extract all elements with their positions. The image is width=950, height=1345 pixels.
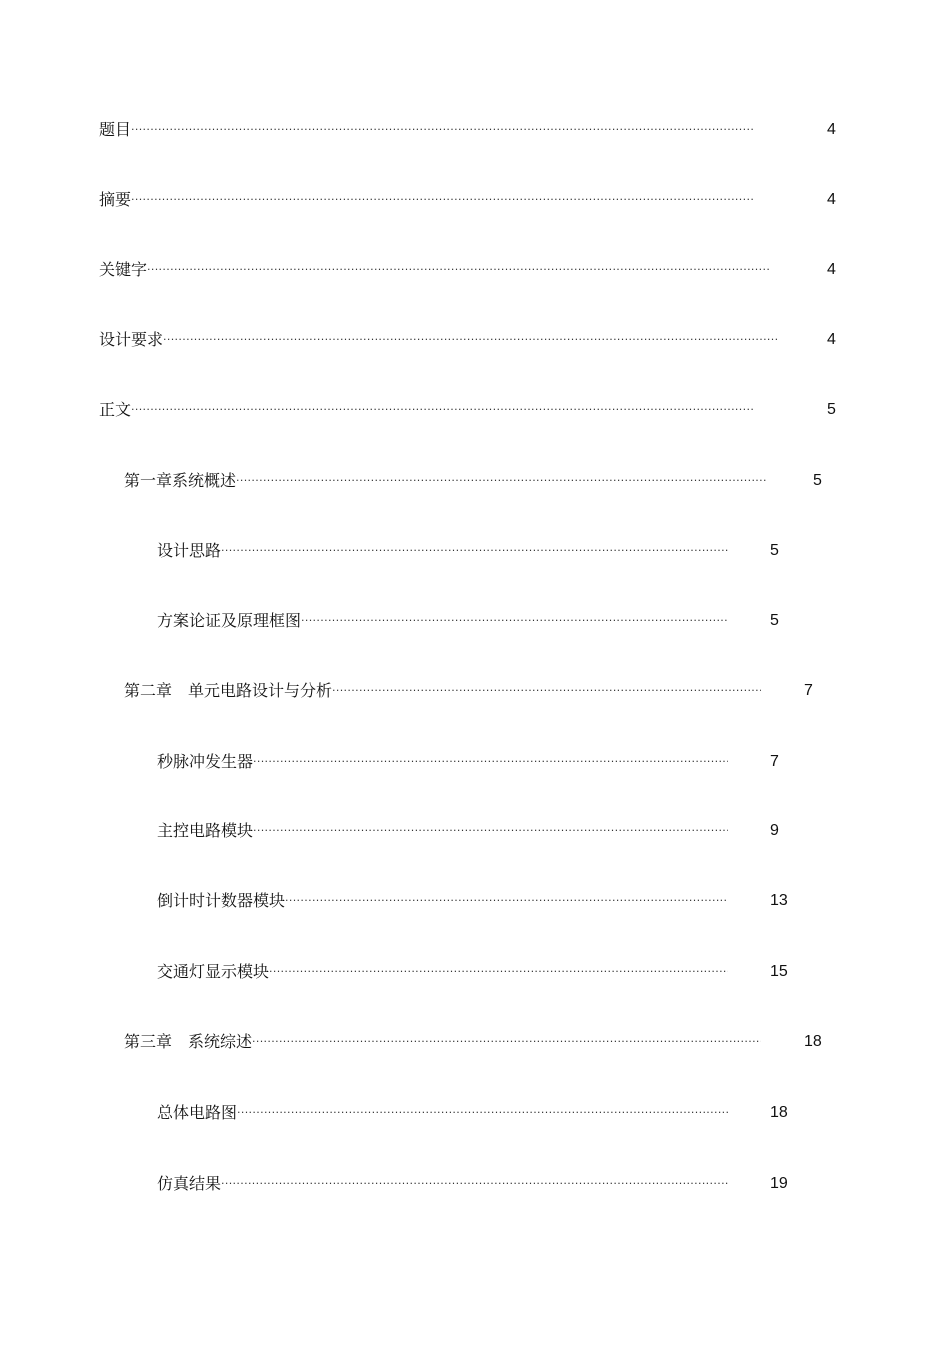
toc-page-number: 4 xyxy=(827,331,836,348)
toc-entry-requirements[interactable] xyxy=(99,328,778,352)
toc-entry-label: 仿真结果 xyxy=(157,1174,222,1193)
toc-page-number: 4 xyxy=(827,191,836,208)
toc-entry-chapter-2[interactable] xyxy=(124,679,761,703)
toc-page-number: 5 xyxy=(813,472,822,489)
toc-entry-chapter-3[interactable] xyxy=(124,1030,761,1054)
toc-entry-label: 方案论证及原理框图 xyxy=(157,611,302,630)
toc-page-number: 15 xyxy=(770,963,788,980)
toc-page-number: 19 xyxy=(770,1175,788,1192)
toc-entry-main-control[interactable] xyxy=(157,819,728,843)
toc-entry-label: 摘要 xyxy=(99,190,132,209)
toc-page-number: 13 xyxy=(770,892,788,909)
dot-leader xyxy=(221,1172,728,1196)
toc-page-number: 18 xyxy=(804,1033,822,1050)
toc-page-number: 5 xyxy=(827,401,836,418)
toc-page-number: 4 xyxy=(827,261,836,278)
dot-leader xyxy=(131,398,778,422)
toc-page-number: 18 xyxy=(770,1104,788,1121)
dot-leader xyxy=(236,469,767,493)
toc-entry-label: 主控电路模块 xyxy=(157,821,254,840)
dot-leader xyxy=(253,819,728,843)
toc-entry-traffic-light[interactable] xyxy=(157,960,728,984)
dot-leader xyxy=(163,328,778,352)
toc-entry-label: 设计要求 xyxy=(99,330,164,349)
dot-leader xyxy=(131,188,778,212)
toc-entry-label: 题目 xyxy=(99,120,132,139)
toc-entry-overall-circuit[interactable] xyxy=(157,1101,728,1125)
toc-page-number: 5 xyxy=(770,612,779,629)
toc-entry-label: 秒脉冲发生器 xyxy=(157,752,254,771)
toc-entry-abstract[interactable] xyxy=(99,188,778,212)
toc-entry-simulation[interactable] xyxy=(157,1172,728,1196)
dot-leader xyxy=(253,750,728,774)
toc-entry-label: 总体电路图 xyxy=(157,1103,238,1122)
toc-entry-chapter-1[interactable] xyxy=(124,469,767,493)
toc-page-number: 7 xyxy=(804,682,813,699)
toc-page-number: 4 xyxy=(827,121,836,138)
dot-leader xyxy=(332,679,761,703)
dot-leader xyxy=(131,118,778,142)
toc-page-number: 5 xyxy=(770,542,779,559)
toc-entry-scheme[interactable] xyxy=(157,609,728,633)
toc-page-number: 7 xyxy=(770,753,779,770)
toc-entry-title[interactable] xyxy=(99,118,778,142)
toc-entry-label: 第三章 系统综述 xyxy=(124,1032,253,1051)
toc-entry-countdown[interactable] xyxy=(157,889,728,913)
dot-leader xyxy=(237,1101,728,1125)
toc-entry-body[interactable] xyxy=(99,398,778,422)
toc-entry-label: 设计思路 xyxy=(157,541,222,560)
toc-entry-design-idea[interactable] xyxy=(157,539,728,563)
dot-leader xyxy=(252,1030,761,1054)
dot-leader xyxy=(269,960,728,984)
toc-entry-label: 交通灯显示模块 xyxy=(157,962,270,981)
dot-leader xyxy=(285,889,728,913)
toc-entry-label: 第二章 单元电路设计与分析 xyxy=(124,681,333,700)
dot-leader xyxy=(221,539,728,563)
toc-entry-label: 倒计时计数器模块 xyxy=(157,891,286,910)
toc-entry-label: 第一章系统概述 xyxy=(124,471,237,490)
toc-entry-label: 关键字 xyxy=(99,260,148,279)
dot-leader xyxy=(301,609,728,633)
toc-entry-pulse-generator[interactable] xyxy=(157,750,728,774)
dot-leader xyxy=(147,258,778,282)
toc-entry-keywords[interactable] xyxy=(99,258,778,282)
toc-page-number: 9 xyxy=(770,822,779,839)
toc-entry-label: 正文 xyxy=(99,400,132,419)
